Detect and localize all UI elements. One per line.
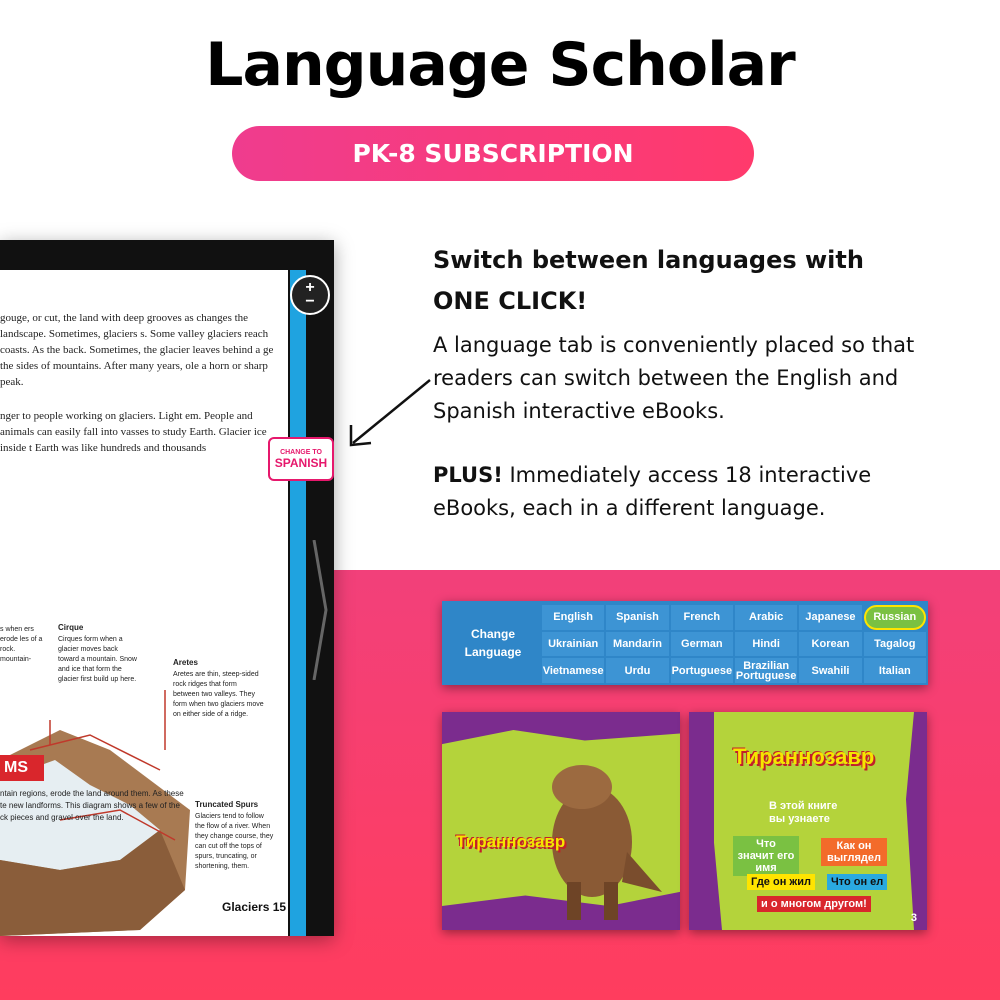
diagram-label-aretes: Aretes Aretes are thin, steep-sided rock ridges that form between two valleys. They form when two glaciers move on either side of a ridge.: [173, 658, 264, 718]
feature-description: A language tab is conveniently placed so that readers can switch between the English and Spanish interactive eBooks.: [433, 333, 915, 423]
diagram-label-left: s when ers erode les of a rock. mountain-: [0, 626, 43, 663]
ebook-screenshot: [0, 240, 334, 936]
language-option-russian[interactable]: Russian: [864, 605, 926, 630]
feature-heading-line-1: Switch between languages with: [433, 246, 864, 274]
diagram-label-cirque: Cirque Cirques form when a glacier moves back toward a mountain. Snow and ice that form the glacier first build up here.: [58, 623, 137, 683]
topic-label-more: и о многом другом!: [757, 896, 871, 912]
plus-body: Immediately access 18 interactive eBooks, each in a different language.: [433, 463, 872, 520]
change-language-panel: [442, 601, 928, 685]
topic-label-look: Как он выглядел: [821, 838, 887, 866]
language-option-korean[interactable]: Korean: [799, 632, 861, 657]
language-option-mandarin[interactable]: Mandarin: [606, 632, 668, 657]
zoom-button[interactable]: [290, 275, 330, 315]
page-title-russian: Тираннозавр: [733, 744, 875, 769]
language-option-italian[interactable]: Italian: [864, 658, 926, 683]
language-grid: [542, 605, 926, 683]
ebook-page-thumbnail[interactable]: [689, 712, 927, 930]
language-option-japanese[interactable]: Japanese: [799, 605, 861, 630]
language-option-spanish[interactable]: Spanish: [606, 605, 668, 630]
diagram-label-truncated-spurs: Truncated Spurs Glaciers tend to follow the flow of a river. When they change course, they can cut off the tops of spurs, truncating, or shortening, them.: [195, 800, 274, 870]
language-option-arabic[interactable]: Arabic: [735, 605, 797, 630]
topic-label-name: Что значит его имя: [733, 836, 799, 876]
zoom-out-icon: −: [305, 293, 315, 310]
language-option-vietnamese[interactable]: Vietnamese: [542, 658, 604, 683]
language-option-hindi[interactable]: Hindi: [735, 632, 797, 657]
feature-heading: [433, 240, 953, 322]
plus-label: PLUS!: [433, 463, 503, 487]
page-number-thumbnail: 3: [910, 912, 917, 924]
language-option-german[interactable]: German: [671, 632, 733, 657]
topic-label-habitat: Где он жил: [747, 874, 815, 890]
change-language-label: Change Language: [464, 627, 522, 659]
ebook-paragraph-2: nger to people working on glaciers. Light em. People and animals can easily fall into vasses to study Earth. Glacier ice inside t Earth was like hundreds and thousands: [0, 410, 267, 454]
ebook-paragraph-1: gouge, or cut, the land with deep grooves as changes the landscape. Sometimes, glaciers s. Some valley glaciers reach coasts. As the back. Sometimes, the glacier leaves behind a ge the sides of mountains. After many years, ole a horn or sharp peak.: [0, 312, 274, 388]
topic-label-diet: Что он ел: [827, 874, 887, 890]
zoom-in-icon: +: [305, 279, 315, 296]
feature-heading-line-2: ONE CLICK!: [433, 287, 588, 315]
ebook-side-strip: [290, 270, 306, 936]
change-tab-language: SPANISH: [274, 455, 328, 470]
language-option-english[interactable]: English: [542, 605, 604, 630]
page-number: Glaciers 15: [222, 900, 287, 914]
chevron-right-icon[interactable]: [310, 540, 330, 680]
cover-title: Тираннозавр: [456, 832, 566, 851]
subscription-badge: PK-8 SUBSCRIPTION: [232, 126, 754, 181]
ebook-cover-thumbnail[interactable]: [442, 712, 680, 930]
page-subtitle: В этой книге вы узнаете: [769, 800, 838, 825]
plus-description: [433, 459, 953, 525]
change-language-tab[interactable]: [268, 437, 334, 481]
language-option-brazilian-portuguese[interactable]: Brazilian Portuguese: [735, 659, 797, 682]
change-tab-label: CHANGE TO: [280, 448, 322, 456]
language-option-portuguese[interactable]: Portuguese: [671, 658, 733, 683]
pointer-arrow-icon: [345, 375, 435, 450]
section-heading: MS: [0, 755, 44, 781]
page-title: Language Scholar: [205, 30, 795, 100]
language-option-urdu[interactable]: Urdu: [606, 658, 668, 683]
language-option-ukrainian[interactable]: Ukrainian: [542, 632, 604, 657]
section-intro: ntain regions, erode the land around them. As these te new landforms. This diagram shows a few of the ck pieces and gravel over the land.: [0, 789, 184, 822]
language-option-swahili[interactable]: Swahili: [799, 658, 861, 683]
language-option-tagalog[interactable]: Tagalog: [864, 632, 926, 657]
language-option-french[interactable]: French: [671, 605, 733, 630]
